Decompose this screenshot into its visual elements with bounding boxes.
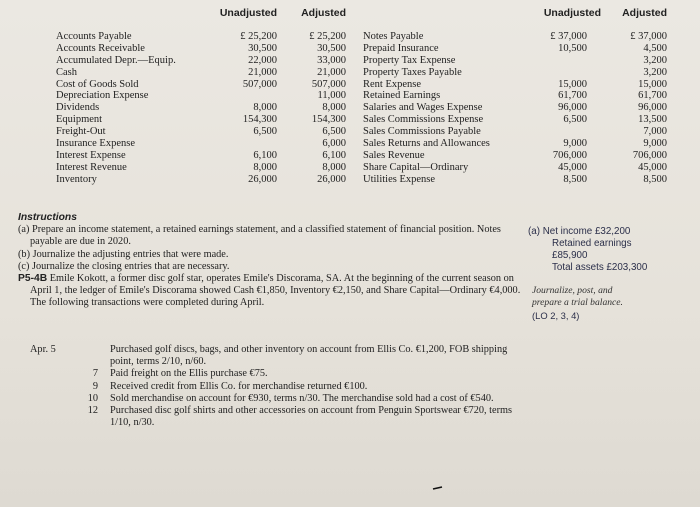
left-adjusted-value: 33,000 [317, 54, 346, 66]
left-account-name: Cash [56, 66, 77, 78]
left-adjusted-value: 154,300 [311, 114, 346, 126]
left-account-name: Insurance Expense [56, 138, 136, 150]
left-unadjusted-value: 507,000 [242, 78, 277, 90]
left-unadjusted-value: 154,300 [242, 114, 277, 126]
left-adjusted-value: 8,000 [322, 161, 346, 173]
transaction-date: 12 [87, 405, 98, 417]
right-unadjusted-header: Unadjusted [543, 7, 601, 19]
right-unadjusted-value: 6,500 [563, 114, 587, 126]
problem-id: P5-4B [18, 273, 48, 285]
right-adjusted-value: 45,000 [638, 161, 667, 173]
transaction-date: 10 [87, 392, 98, 404]
transaction-row [30, 344, 518, 368]
left-adjusted-values [284, 31, 346, 186]
left-account-name: Accounts Receivable [56, 42, 145, 54]
right-adjusted-value: 15,000 [638, 78, 667, 90]
right-adjusted-value: 96,000 [638, 102, 667, 114]
instruction-a: (a) Prepare an income statement, a retained earnings statement, and a classified statement of financial position. Notes payable are due in 2020. [18, 224, 501, 248]
transaction-row [58, 405, 518, 429]
left-unadjusted-value: 21,000 [248, 66, 277, 78]
left-account-name: Interest Expense [56, 149, 126, 161]
right-adjusted-header: Adjusted [622, 7, 667, 19]
left-unadjusted-value: 8,000 [253, 102, 277, 114]
left-unadjusted-value: 8,000 [253, 161, 277, 173]
left-account-name: Interest Revenue [56, 161, 127, 173]
left-account-names [56, 31, 221, 186]
right-adjusted-value: 13,500 [638, 114, 667, 126]
right-account-name: Sales Commissions Expense [363, 114, 484, 126]
transaction-date: Apr. 5 [30, 344, 56, 355]
left-adjusted-value: 507,000 [311, 78, 346, 90]
left-unadjusted-values [211, 31, 277, 186]
transaction-description: Received credit from Ellis Co. for merchandise returned €100. [110, 380, 368, 392]
side-note-2: prepare a trial balance. [532, 297, 623, 308]
transaction-date: 9 [92, 380, 98, 392]
right-unadjusted-value: 96,000 [558, 102, 587, 114]
left-account-name: Accumulated Depr.—Equip. [56, 54, 176, 66]
right-adjusted-value: 3,200 [643, 66, 667, 78]
right-account-name: Utilities Expense [363, 173, 436, 185]
left-unadjusted-value [211, 138, 277, 150]
right-unadjusted-value [525, 126, 587, 138]
answer-retained-label: Retained earnings [552, 238, 632, 249]
instructions-title: Instructions [18, 212, 77, 223]
right-unadjusted-value: 8,500 [563, 173, 587, 185]
problem-statement [18, 273, 523, 310]
left-unadjusted-value: £ 25,200 [240, 31, 277, 42]
left-adjusted-value: 11,000 [317, 90, 346, 102]
right-account-name: Prepaid Insurance [363, 42, 439, 54]
left-unadjusted-value: 6,500 [253, 126, 277, 138]
left-account-name: Equipment [56, 114, 103, 126]
left-account-name: Depreciation Expense [56, 90, 149, 102]
instructions-block [18, 212, 523, 310]
left-account-name: Freight-Out [56, 126, 106, 138]
left-unadjusted-header: Unadjusted [219, 7, 277, 19]
right-unadjusted-value: £ 37,000 [550, 31, 587, 42]
left-adjusted-value: 6,100 [322, 149, 346, 161]
answer-total-assets: Total assets £203,300 [552, 262, 648, 273]
transaction-row [58, 393, 518, 405]
right-account-name: Retained Earnings [363, 90, 441, 102]
right-adjusted-values [605, 31, 667, 186]
transaction-description: Purchased golf discs, bags, and other inventory on account from Ellis Co. €1,200, FOB shipping point, terms 2/10, n/60. [110, 344, 508, 368]
instruction-c: (c) Journalize the closing entries that are necessary. [18, 260, 230, 272]
left-unadjusted-value [211, 90, 277, 102]
right-account-name: Share Capital—Ordinary [363, 161, 469, 173]
transaction-row [58, 381, 518, 393]
left-adjusted-value: £ 25,200 [309, 31, 346, 42]
right-account-name: Salaries and Wages Expense [363, 102, 483, 114]
left-adjusted-value: 30,500 [317, 42, 346, 54]
left-adjusted-value: 26,000 [317, 173, 346, 185]
left-account-name: Accounts Payable [56, 31, 132, 42]
left-unadjusted-value: 6,100 [253, 149, 277, 161]
right-unadjusted-value: 45,000 [558, 161, 587, 173]
pen-mark-icon [432, 484, 444, 492]
right-adjusted-value: 8,500 [643, 173, 667, 185]
right-account-name: Sales Returns and Allowances [363, 138, 490, 150]
right-adjusted-value: 3,200 [643, 54, 667, 66]
left-adjusted-value: 6,000 [322, 138, 346, 150]
problem-text: Emile Kokott, a former disc golf star, operates Emile's Discorama, SA. At the beginning of the current season on April 1, the ledger of Emile's Discorama showed Cash €1,850, Inventory €2,150, and Share Capital—Ordinary €4,000. The following transactions were completed during April. [30, 273, 521, 309]
right-account-name: Sales Commissions Payable [363, 126, 481, 138]
left-account-name: Cost of Goods Sold [56, 78, 139, 90]
left-adjusted-value: 6,500 [322, 126, 346, 138]
right-account-names [363, 31, 533, 186]
left-adjusted-value: 8,000 [322, 102, 346, 114]
right-adjusted-value: 7,000 [643, 126, 667, 138]
instruction-b: (b) Journalize the adjusting entries that were made. [18, 248, 229, 260]
transaction-description: Purchased disc golf shirts and other accessories on account from Penguin Sportswear €720, terms 1/10, n/30. [110, 405, 513, 429]
transaction-description: Sold merchandise on account for €930, terms n/30. The merchandise sold had a cost of €540. [110, 392, 494, 404]
right-account-name: Property Taxes Payable [363, 66, 462, 78]
right-unadjusted-value [525, 55, 587, 67]
right-unadjusted-value: 15,000 [558, 78, 587, 90]
left-account-name: Dividends [56, 102, 100, 114]
right-adjusted-value: 9,000 [643, 138, 667, 150]
right-unadjusted-value: 706,000 [552, 149, 587, 161]
transaction-date: 7 [92, 368, 98, 380]
right-account-name: Sales Revenue [363, 149, 425, 161]
side-note-1: Journalize, post, and [532, 285, 613, 296]
right-account-name: Rent Expense [363, 78, 422, 90]
transaction-description: Paid freight on the Ellis purchase €75. [110, 368, 268, 380]
right-unadjusted-values [525, 31, 587, 186]
right-adjusted-value: £ 37,000 [630, 31, 667, 42]
answer-net-income: (a) Net income £32,200 [528, 226, 631, 237]
right-adjusted-value: 4,500 [643, 42, 667, 54]
right-account-name: Property Tax Expense [363, 54, 456, 66]
transaction-row [58, 368, 518, 380]
answer-retained-value: £85,900 [552, 250, 588, 261]
right-unadjusted-value [525, 67, 587, 79]
right-adjusted-value: 706,000 [632, 149, 667, 161]
right-unadjusted-value: 9,000 [563, 138, 587, 150]
left-adjusted-header: Adjusted [301, 7, 346, 19]
right-unadjusted-value: 10,500 [558, 42, 587, 54]
side-note-lo: (LO 2, 3, 4) [532, 310, 580, 321]
left-account-name: Inventory [56, 173, 97, 185]
left-adjusted-value: 21,000 [317, 66, 346, 78]
left-unadjusted-value: 26,000 [248, 173, 277, 185]
left-unadjusted-value: 30,500 [248, 42, 277, 54]
left-unadjusted-value: 22,000 [248, 54, 277, 66]
right-adjusted-value: 61,700 [638, 90, 667, 102]
right-account-name: Notes Payable [363, 31, 424, 42]
right-unadjusted-value: 61,700 [558, 90, 587, 102]
